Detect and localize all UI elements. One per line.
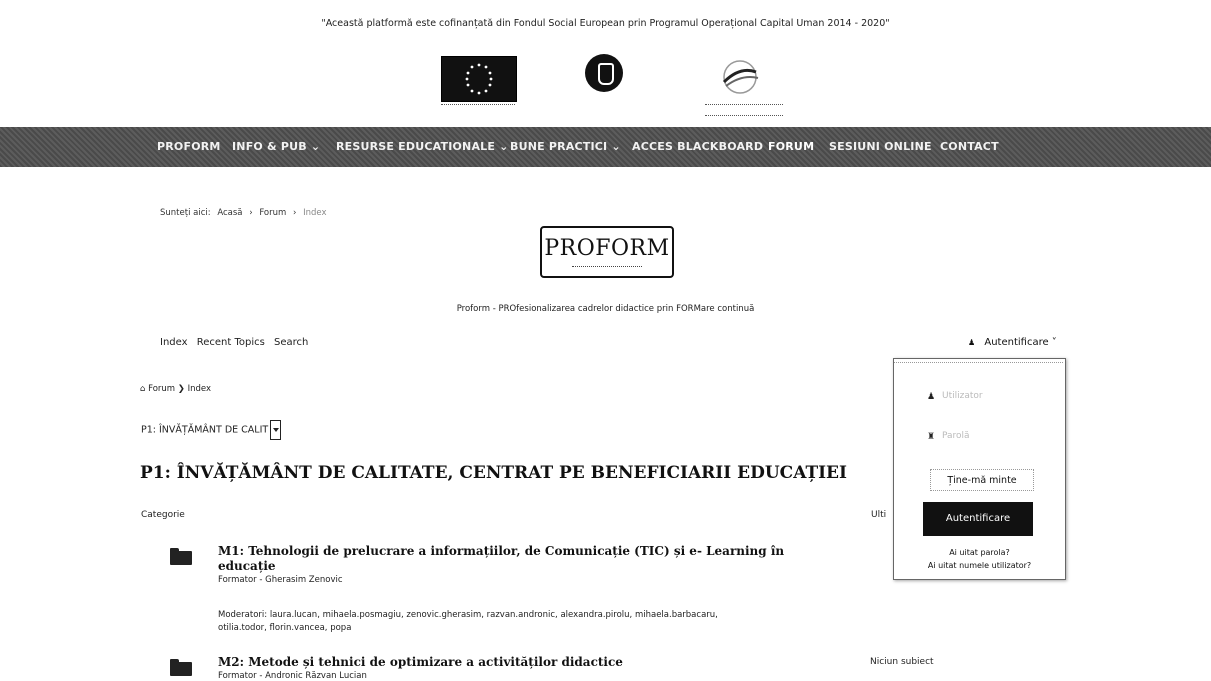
main-navbar xyxy=(0,127,1211,167)
breadcrumb-forum-link[interactable]: Forum xyxy=(259,208,287,218)
nav-proform[interactable]: PROFORM xyxy=(157,140,221,153)
lock-icon: ♜ xyxy=(927,432,936,442)
nav-bune-practici[interactable]: BUNE PRACTICI ⌄ xyxy=(510,140,621,153)
home-icon: ⌂ xyxy=(140,384,146,394)
cofinancing-notice: "Această platformă este cofinanțată din Fondul Social European prin Programul Operațional Capital Uman 2014 - 2020" xyxy=(321,18,890,29)
nav-resurse-educationale[interactable]: RESURSE EDUCATIONALE ⌄ xyxy=(336,140,509,153)
eu-flag-icon xyxy=(441,56,517,102)
chevron-down-icon[interactable] xyxy=(270,420,281,440)
link-recent-topics[interactable]: Recent Topics xyxy=(196,337,265,348)
forum-last-post: Niciun subiect xyxy=(870,657,934,667)
nav-acces-blackboard[interactable]: ACCES BLACKBOARD xyxy=(632,140,764,153)
forum-title-line[interactable]: M2: Metode și tehnici de optimizare a activităților didactice xyxy=(218,655,623,669)
forum-title-line[interactable]: educație xyxy=(218,559,276,573)
password-input[interactable] xyxy=(922,426,1040,448)
password-placeholder: Parolă xyxy=(942,431,970,441)
section-title: P1: ÎNVĂȚĂMÂNT DE CALITATE, CENTRAT PE BENEFICIARII EDUCAȚIEI xyxy=(140,463,847,483)
forum-toplinks xyxy=(160,337,314,348)
breadcrumb-separator: › xyxy=(249,208,253,218)
breadcrumb-home-link[interactable]: Acasă xyxy=(217,208,243,218)
category-jump-select[interactable] xyxy=(141,420,281,440)
username-input[interactable] xyxy=(922,386,1040,408)
proform-logo-text: PROFORM xyxy=(544,236,670,261)
link-search[interactable]: Search xyxy=(274,337,309,348)
eu-caption xyxy=(441,104,515,109)
folder-icon xyxy=(170,548,192,565)
forum-trainer: Formator - Andronic Răzvan Lucian xyxy=(218,671,367,681)
link-index[interactable]: Index xyxy=(160,337,188,348)
proform-logo[interactable] xyxy=(540,226,674,278)
nav-sesiuni-online[interactable]: SESIUNI ONLINE xyxy=(829,140,932,153)
poc-program-icon xyxy=(714,58,766,96)
login-toggle[interactable] xyxy=(968,337,1057,348)
forgot-username-link[interactable]: Ai uitat numele utilizator? xyxy=(927,561,1032,570)
folder-icon xyxy=(170,659,192,676)
nav-info-pub[interactable]: INFO & PUB ⌄ xyxy=(232,140,321,153)
breadcrumb-current: Index xyxy=(303,208,327,218)
user-icon: ♟ xyxy=(927,392,936,402)
forum-trainer: Formator - Gherasim Zenovic xyxy=(218,575,343,585)
breadcrumb-separator: › xyxy=(292,208,297,218)
user-icon: ♟ xyxy=(968,338,976,347)
poc-caption xyxy=(705,104,783,116)
site-breadcrumb xyxy=(160,208,330,218)
breadcrumb-prefix: Sunteți aici: xyxy=(160,208,211,218)
remember-me-checkbox[interactable]: Ține-mă minte xyxy=(930,469,1034,491)
forum-moderators: Moderatori: laura.lucan, mihaela.posmagiu, zenovic.gherasim, razvan.andronic, alexandra.pirolu, mihaela.barbacaru, xyxy=(218,610,718,620)
category-jump-value: P1: ÎNVĂȚĂMÂNT DE CALIT xyxy=(141,424,269,436)
username-placeholder: Utilizator xyxy=(942,391,983,401)
forum-title-line[interactable]: M1: Tehnologii de prelucrare a informațiilor, de Comunicație (TIC) și e- Learning în xyxy=(218,544,785,558)
partner-logos xyxy=(0,52,1211,122)
forum-moderators: otilia.todor, florin.vancea, popa xyxy=(218,623,352,633)
login-toggle-label: Autentificare ˅ xyxy=(984,337,1057,348)
login-button[interactable]: Autentificare xyxy=(923,502,1033,536)
site-tagline: Proform - PROfesionalizarea cadrelor didactice prin FORMare continuă xyxy=(456,304,755,314)
nav-contact[interactable]: CONTACT xyxy=(940,140,999,153)
forum-breadcrumb-text[interactable]: Forum ❯ Index xyxy=(148,384,211,394)
forum-breadcrumb xyxy=(140,384,211,394)
column-last-post: Ulti xyxy=(871,510,887,520)
nav-forum[interactable]: FORUM xyxy=(768,140,815,153)
government-crest-icon xyxy=(585,54,623,92)
column-category: Categorie xyxy=(141,510,185,520)
login-dropdown xyxy=(893,358,1066,580)
forgot-password-link[interactable]: Ai uitat parola? xyxy=(949,548,1010,557)
